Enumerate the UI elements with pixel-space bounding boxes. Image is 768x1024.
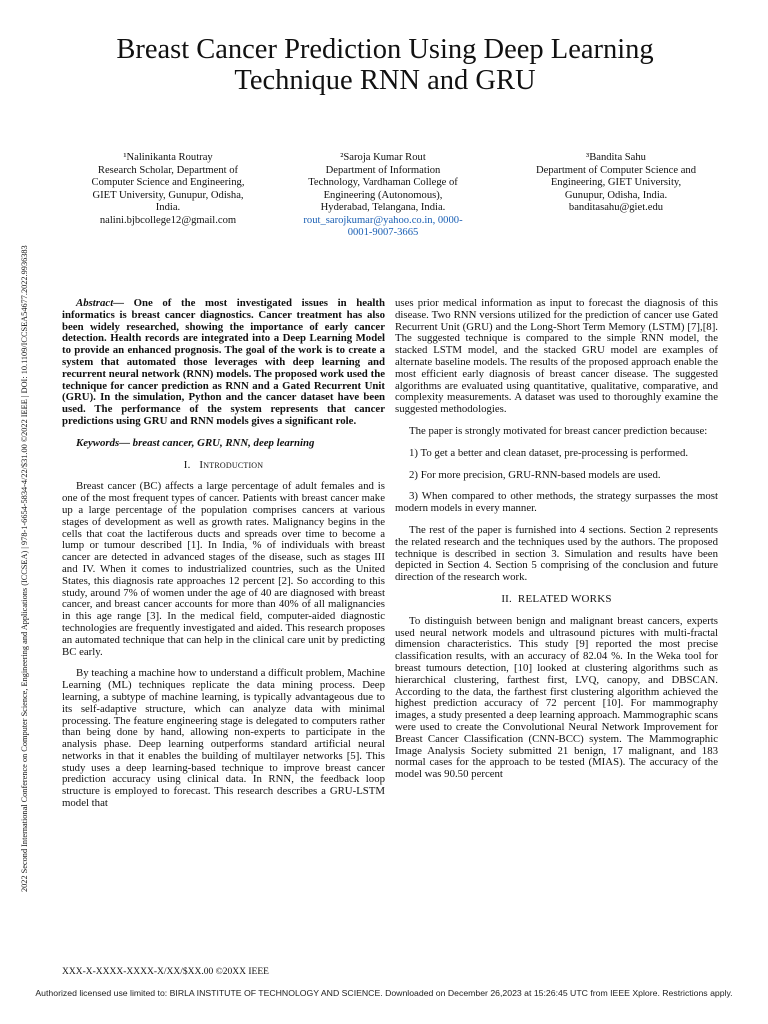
author-name: ²Saroja Kumar Rout: [340, 152, 426, 163]
author-affiliation-line: Hyderabad, Telangana, India.: [320, 202, 446, 213]
right-column: [395, 298, 718, 791]
footer-license-notice: Authorized licensed use limited to: BIRLA INSTITUTE OF TECHNOLOGY AND SCIENCE. Downloaded on December 26,2023 at 15:26:45 UTC from IEEE Xplore. Restrictions apply.: [35, 988, 733, 998]
abstract-text: One of the most investigated issues in health informatics is breast cancer diagnostics. Cancer treatment has also been widely researched, showing the importance of early cancer detection. Health records are integrated into a Deep Learning Model to provide an enhanced prognosis. The goal of the work is to create a system that automated those leverages with deep learning and recurrent neural network (RNN) models. The proposed work used the technique for cancer prediction as RNN and a Gated Recurrent Unit (GRU). In the simulation, Python and the cancer dataset have been used. The performance of the system represents that cancer predictions using GRU and RNN models gives a significant role.: [62, 297, 385, 427]
motivation-paragraph: The paper is strongly motivated for breast cancer prediction because:: [409, 424, 708, 437]
section-title: Introduction: [199, 458, 264, 471]
intro-paragraph-1: Breast cancer (BC) affects a large percentage of adult females and is one of the most frequent types of cancer. Patients with breast cancer make up a large percentage of the population comprises cancers at various stages of development as well as growth rates. Malignancy begins in the cells that coat the lactiferous ducts and spreads over time to become a lump or tumour described [1]. In India, % of individuals with breast cancer are detected in advanced stages of the disease, such as stages III and IV. When it comes to industrialized countries, such as the United States, this diagnosis rate approaches 12 percent [2]. So according to this study, around 7% of women under the age of 40 are diagnosed with breast cancer, and breast cancer accounts for more than 40% of all malignancies in this age range [3]. In the medical field, computer-aided diagnostic technologies are frequently investigated and aided. This research proposes an automated technique that can help in the clinical care unit by predicting BC early.: [62, 480, 385, 658]
paper-title: [40, 34, 730, 96]
author-block-1: [88, 152, 248, 227]
author-affiliation-line: Engineering (Autonomous),: [323, 189, 443, 201]
author-email-link[interactable]: rout_sarojkumar@yahoo.co.in, 0000-: [303, 214, 463, 226]
motivation-item-1: 1) To get a better and clean dataset, pre-processing is performed.: [409, 446, 689, 459]
section-number: I.: [183, 458, 191, 471]
abstract-label: Abstract—: [76, 297, 124, 309]
intro-paragraph-2: By teaching a machine how to understand a difficult problem, Machine Learning (ML) techniques replicate the data mining process. Deep learning, a subtype of machine learning, is typically advantageous due to its self-adaptive structure, which can analyze data with minimal processing. The feature engineering stage is delegated to computers rather than being done by hand, allowing non-experts to participate in the analysis phase. Deep learning outperforms standard artificial neural networks in that it enables the building of multilayer networks [5]. This study uses a deep learning-based technique to improve breast cancer prediction accuracy using clinical data. In RNN, the feedback loop structure is employed to forecast. This research describes a GRU-LSTM model that: [62, 667, 385, 810]
section-title: RELATED WORKS: [517, 592, 612, 605]
title-line-2: Technique RNN and GRU: [234, 65, 536, 96]
left-column: [62, 298, 385, 820]
author-affiliation-line: Technology, Vardhaman College of: [308, 177, 458, 188]
section-number: II.: [501, 592, 512, 605]
author-affiliation-line: Department of Information: [325, 164, 441, 176]
author-affiliation-line: Engineering, GIET University,: [550, 177, 682, 188]
author-affiliation-line: GIET University, Gunupur, Odisha,: [92, 189, 244, 201]
related-works-paragraph-1: To distinguish between benign and malignant breast cancers, experts used neural network models and ultrasound pictures with multi-fractal dimension characteristics. This study [9] reported the most precise classification results, with an accuracy of 82.04 %. In the Weka tool for breast tumours detection, [10] looked at clustering algorithms such as hierarchical clustering, farthest first, LVQ, canopy, and DBSCAN. According to the data, the farthest first clustering algorithm achieved the highest prediction accuracy of 72 percent [10]. For mammography images, a study presented a deep learning approach. Mammographic scans were used to create the Convolutional Neural Network Improvement for Breast Cancer Classification (CNN-BCC) system. The Mammographic Image Analysis Society submitted 21 benign, 17 malignant, and 183 normal cases for the approach to be tested (MIAS). The accuracy of the model was 90.50 percent: [395, 614, 718, 781]
author-name: ¹Nalinikanta Routray: [123, 152, 213, 163]
section-heading-introduction: [62, 460, 385, 472]
author-orcid-link[interactable]: 0001-9007-3665: [347, 227, 419, 238]
author-name: ³Bandita Sahu: [586, 152, 646, 163]
author-affiliation-line: banditasahu@giet.edu: [568, 202, 664, 213]
author-block-3: [522, 152, 710, 215]
author-affiliation-line: Research Scholar, Department of: [97, 164, 239, 176]
footer-copyright-code: XXX-X-XXXX-XXXX-X/XX/$XX.00 ©20XX IEEE: [62, 967, 269, 977]
abstract-paragraph: [62, 298, 385, 428]
author-affiliation-line: Computer Science and Engineering,: [91, 177, 245, 188]
author-affiliation-line: Gunupur, Odisha, India.: [564, 189, 668, 201]
motivation-item-2: 2) For more precision, GRU-RNN-based models are used.: [409, 468, 661, 481]
conference-sidebar-text: 2022 Second International Conference on Computer Science, Engineering and Applications (ICCSEA) | 978-1-6654-5834-4/22/$31.00 ©2022 IEEE | DOI: 10.1109/ICCSEA54677.2022.9936383: [20, 245, 29, 892]
author-affiliation-line: Department of Computer Science and: [535, 164, 697, 176]
author-affiliation-line: India. nalini.bjbcollege12@gmail.com: [99, 202, 237, 226]
section-heading-related-works: [395, 594, 718, 606]
paper-outline-paragraph: The rest of the paper is furnished into 4 sections. Section 2 represents the related research and the techniques used by the authors. The proposed technique is described in section 3. Simulation and results have been depicted in Section 4. Section 5 comprising of the conclusion and future direction of the research work.: [395, 523, 718, 584]
keywords: Keywords— breast cancer, GRU, RNN, deep learning: [76, 436, 315, 449]
motivation-item-3: 3) When compared to other methods, the strategy surpasses the most modern models in every manner.: [395, 490, 718, 515]
author-block-2: [283, 152, 483, 240]
intro-continued-paragraph: uses prior medical information as input to forecast the diagnosis of this disease. Two RNN versions utilized for the prediction of cancer use Gated Recurrent Unit (GRU) and the Long-Short Term Memory (LSTM) [7],[8]. The suggested technique is compared to the simple RNN model, the stacked LSTM model, and the stacked GRU model are examples of alternate baseline models. The results of the proposed approach enable the most efficient early diagnosis of breast cancer disease. The suggested algorithms are evaluated using quantitative, qualitative, comparative, and complexity measurements. A dataset was used to thoroughly examine the suggested methodologies.: [395, 297, 718, 416]
title-line-1: Breast Cancer Prediction Using Deep Learning: [116, 34, 654, 65]
